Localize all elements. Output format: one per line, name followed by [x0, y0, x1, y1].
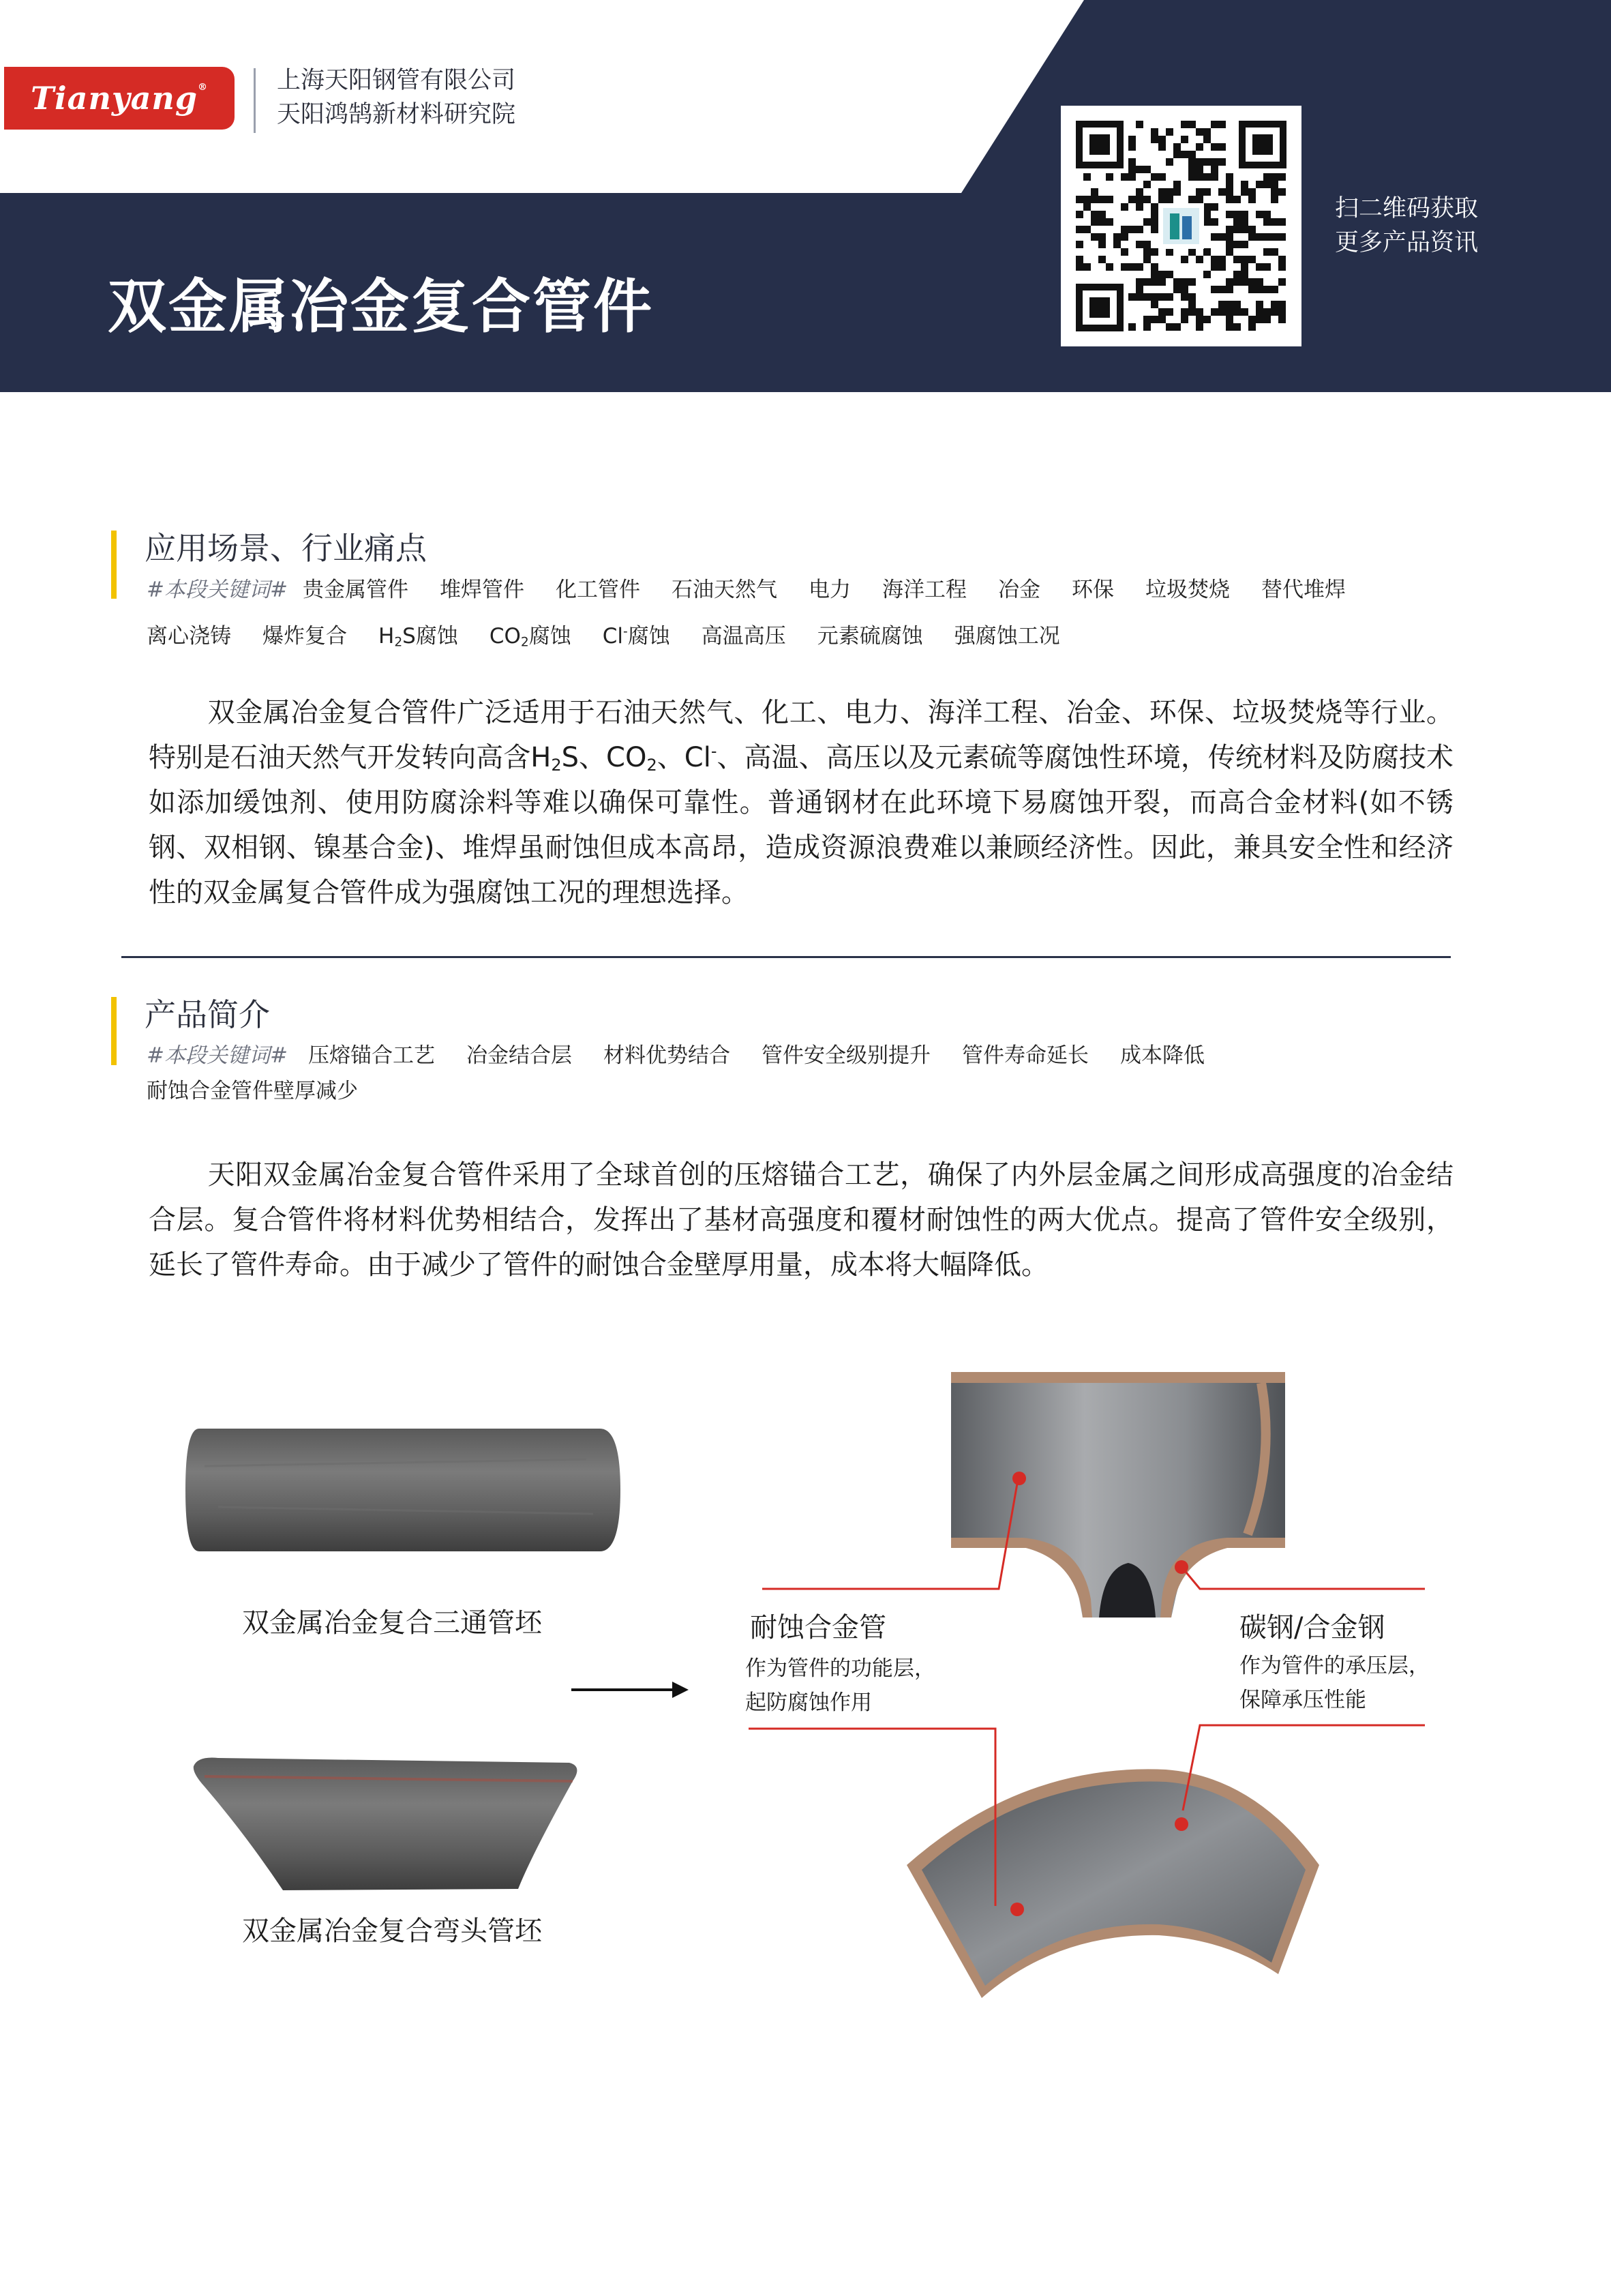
qr-caption-line2: 更多产品资讯	[1335, 229, 1479, 256]
section2-accent-bar	[111, 997, 117, 1065]
qr-code[interactable]	[1061, 106, 1301, 346]
outer-layer-desc-line1: 作为管件的承压层，	[1239, 1654, 1430, 1678]
page-title: 双金属冶金复合管件	[108, 273, 654, 341]
section1-accent-bar	[111, 531, 117, 599]
inner-layer-label: 耐蚀合金管	[750, 1612, 886, 1643]
outer-layer-label: 碳钢/合金钢	[1239, 1612, 1385, 1643]
outer-layer-desc-line2: 保障承压性能	[1239, 1688, 1366, 1712]
keyword: 爆炸复合	[262, 624, 347, 648]
keyword: 元素硫腐蚀	[817, 624, 923, 648]
logo-text: Tianyang	[30, 80, 198, 117]
section1-title: 应用场景、行业痛点	[145, 530, 427, 567]
section1-paragraph	[149, 690, 1454, 915]
keyword-prefix: #本段关键词#	[147, 578, 288, 602]
logo-separator	[254, 68, 256, 133]
company-logo: Tianyang®	[4, 67, 235, 130]
tee-blank-image	[185, 1429, 620, 1551]
section-divider	[121, 956, 1451, 958]
keyword: $H_2S$腐蚀	[378, 624, 458, 650]
company-name-line2: 天阳鸿鹄新材料研究院	[277, 101, 516, 128]
elbow-blank-caption: 双金属冶金复合弯头管坯	[242, 1915, 542, 1947]
keyword: 垃圾焚烧	[1145, 578, 1230, 602]
inner-layer-desc-line2: 起防腐蚀作用	[745, 1690, 872, 1715]
keyword: 强腐蚀工况	[954, 624, 1060, 648]
tee-blank-caption: 双金属冶金复合三通管坯	[242, 1607, 542, 1639]
section2-keywords-row1	[147, 1042, 1236, 1069]
keyword: 管件安全级别提升	[761, 1043, 931, 1068]
keyword: 压熔锚合工艺	[307, 1043, 435, 1068]
section1-keywords-row2	[147, 623, 1091, 650]
keyword: 成本降低	[1119, 1043, 1205, 1068]
keyword: 电力	[808, 578, 851, 602]
keyword: 耐蚀合金管件壁厚减少	[147, 1079, 358, 1103]
keyword: 高温高压	[701, 624, 786, 648]
qr-code-pattern	[1061, 106, 1301, 346]
keyword: 堆焊管件	[439, 578, 524, 602]
keyword-prefix: #本段关键词#	[147, 1043, 288, 1068]
keyword: 材料优势结合	[603, 1043, 730, 1068]
section2-keywords-row2	[147, 1077, 389, 1105]
keyword: 管件寿命延长	[961, 1043, 1089, 1068]
section2-paragraph-text: 天阳双金属冶金复合管件采用了全球首创的压熔锚合工艺，确保了内外层金属之间形成高强度的冶金结合层。复合管件将材料优势相结合，发挥出了基材高强度和覆材耐蚀性的两大优点。提高了管件安全级别，延长了管件寿命。由于减少了管件的耐蚀合金壁厚用量，成本将大幅降低。	[149, 1159, 1454, 1281]
keyword: 石油天然气	[671, 578, 777, 602]
keyword: 冶金结合层	[466, 1043, 572, 1068]
company-name-line1: 上海天阳钢管有限公司	[277, 67, 516, 94]
section2-title: 产品简介	[145, 996, 270, 1033]
keyword: 海洋工程	[882, 578, 967, 602]
keyword: $CO_2$腐蚀	[489, 624, 571, 650]
keyword: 替代堆焊	[1261, 578, 1346, 602]
keyword: 冶金	[997, 578, 1040, 602]
keyword: 环保	[1071, 578, 1114, 602]
elbow-section-image	[907, 1769, 1319, 1998]
section1-paragraph-text: 双金属冶金复合管件广泛适用于石油天然气、化工、电力、海洋工程、冶金、环保、垃圾焚烧等行业。特别是石油天然气开发转向高含$H_2S$、$CO_2$、Cl-、高温、高压以及元素硫等腐蚀性环境，传统材料及防腐技术如添加缓蚀剂、使用防腐涂料等难以确保可靠性。普通钢材在此环境下易腐蚀开裂，而高合金材料(如不锈钢、双相钢、镍基合金)、堆焊虽耐蚀但成本高昂，造成资源浪费难以兼顾经济性。因此，兼具安全性和经济性的双金属复合管件成为强腐蚀工况的理想选择。	[149, 697, 1454, 908]
inner-layer-desc-line1: 作为管件的功能层，	[745, 1656, 935, 1681]
keyword: 贵金属管件	[302, 578, 408, 602]
arrow-icon	[571, 1682, 689, 1698]
keyword: 化工管件	[555, 578, 640, 602]
qr-caption-line1: 扫二维码获取	[1335, 195, 1479, 222]
elbow-blank-image	[194, 1758, 577, 1891]
keyword: Cl-腐蚀	[602, 624, 670, 648]
section1-keywords-row1	[147, 576, 1377, 603]
section2-paragraph	[149, 1152, 1454, 1287]
keyword: 离心浇铸	[147, 624, 231, 648]
